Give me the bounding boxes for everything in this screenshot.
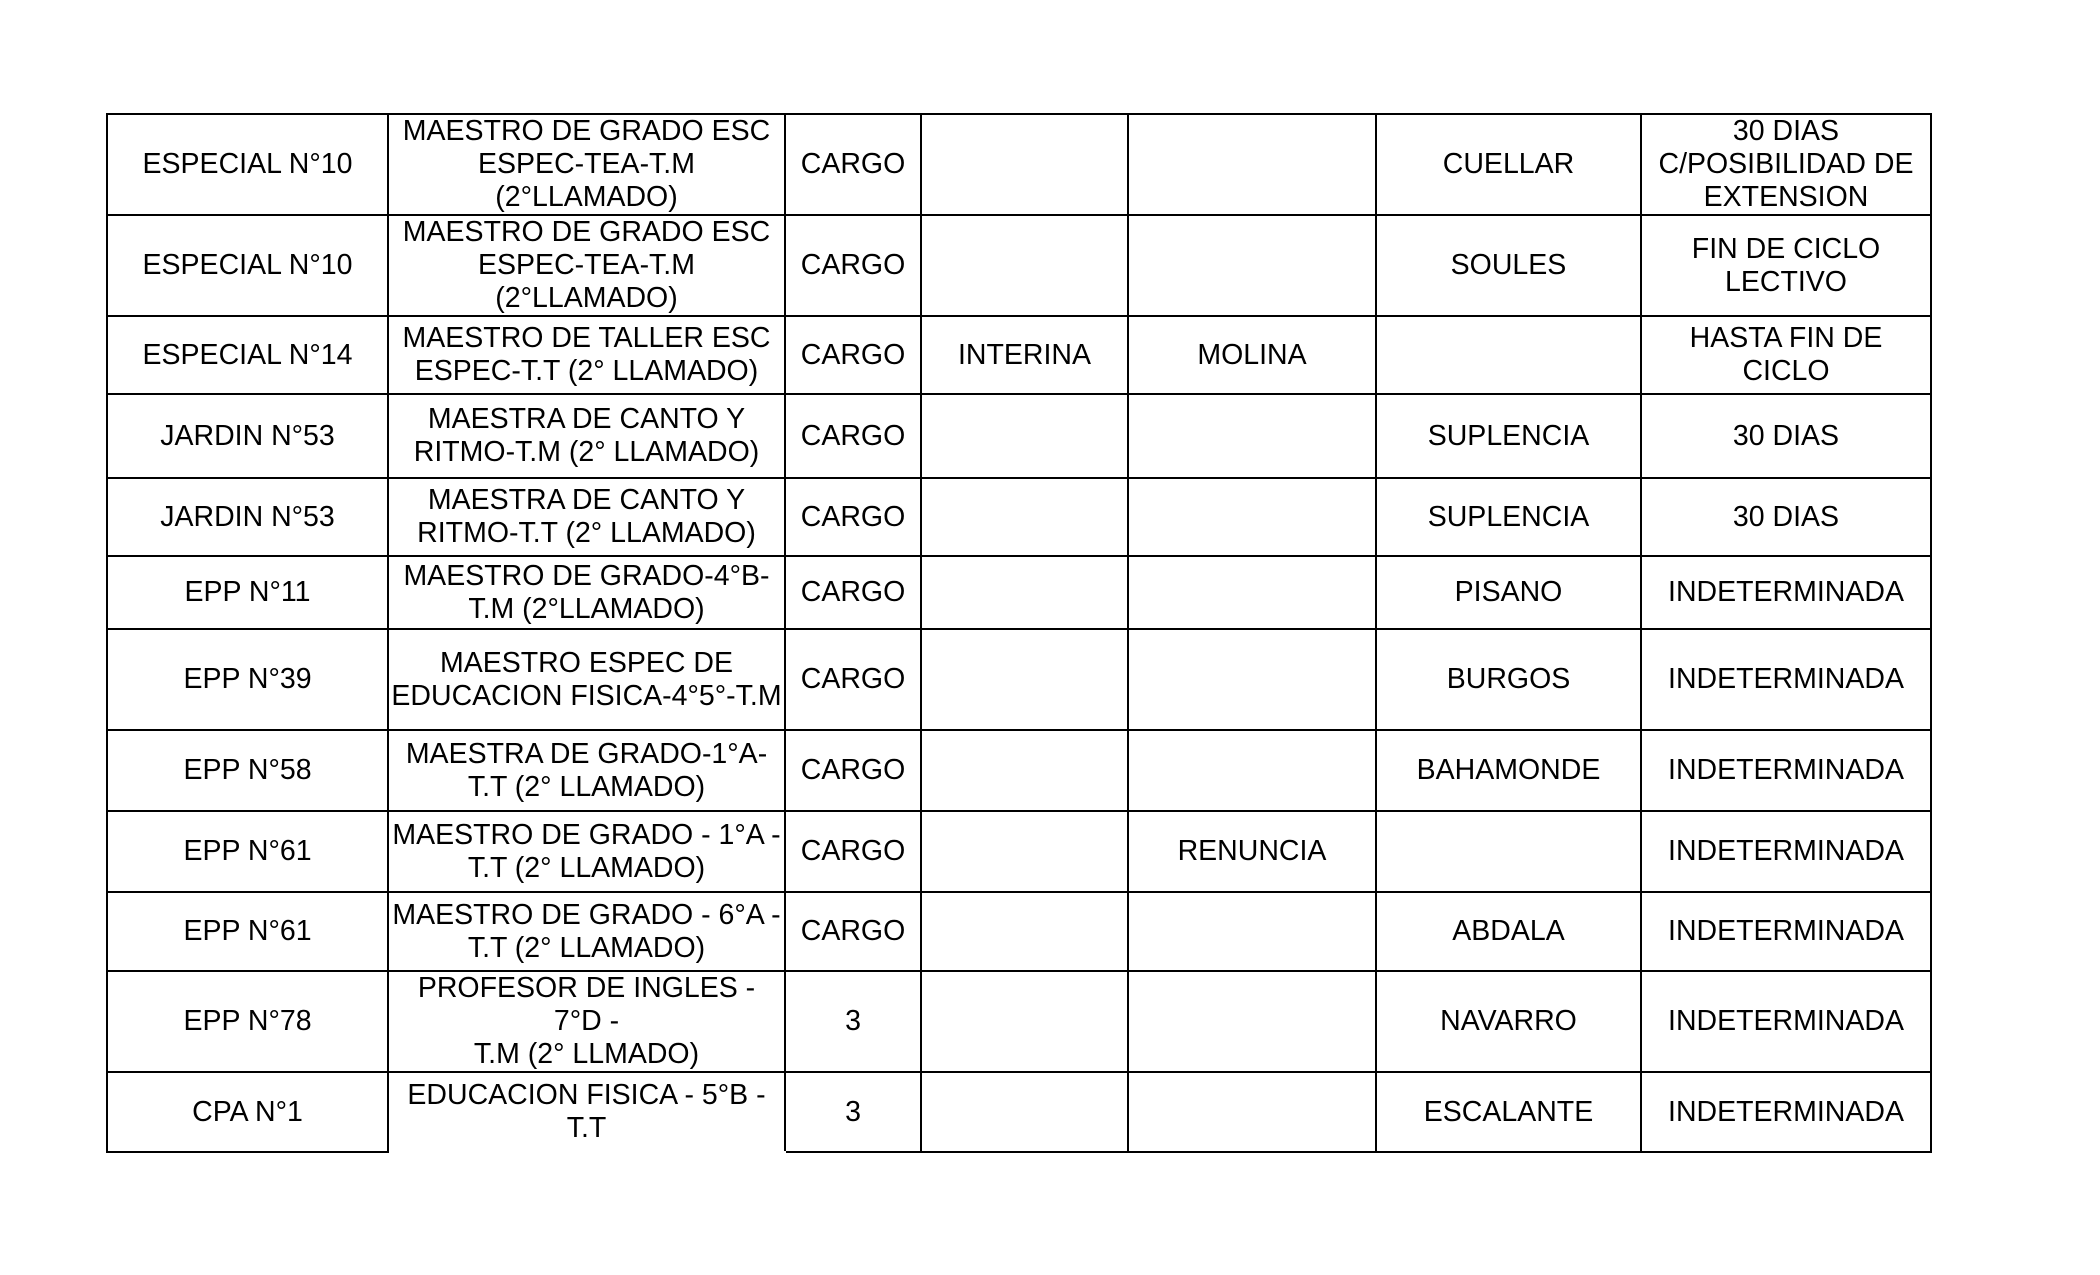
school-cell: [107, 811, 388, 892]
replacement-cell: [1376, 811, 1641, 892]
type-cell: [785, 316, 921, 394]
status-cell: [921, 892, 1128, 971]
holder-cell: [1128, 316, 1376, 394]
table-row: [107, 629, 1931, 730]
cell-text: ESPECIAL N°14: [142, 338, 353, 371]
cell-text: 3: [845, 1095, 861, 1128]
position-cell: [388, 394, 785, 478]
cell-line: INDETERMINADA: [1668, 1005, 1904, 1037]
status-cell: [921, 556, 1128, 629]
cell-line: FIN DE CICLO: [1691, 232, 1881, 265]
cell-text: BURGOS: [1446, 663, 1571, 695]
cell-line: 30 DIAS: [1732, 115, 1840, 147]
holder-cell: [1128, 478, 1376, 556]
position-cell: [388, 478, 785, 556]
cell-text: CARGO: [800, 835, 906, 867]
type-cell: [785, 556, 921, 629]
table-row: [107, 114, 1931, 215]
duration-cell: [1641, 556, 1931, 629]
cell-text: CARGO: [800, 249, 906, 281]
school-cell: [107, 114, 388, 215]
cell-line: MAESTRO DE GRADO ESC: [402, 216, 771, 248]
cell-text: CARGO: [800, 338, 906, 371]
position-cell: [388, 730, 785, 811]
school-cell: [107, 478, 388, 556]
cell-line: ESPEC-T.T (2° LLAMADO): [414, 355, 759, 387]
position-cell: [388, 892, 785, 971]
cell-text: INTERINA: [957, 338, 1091, 371]
cell-line: MAESTRO DE GRADO ESC: [402, 115, 771, 147]
school-cell: [107, 730, 388, 811]
duration-cell: [1641, 811, 1931, 892]
duration-cell: [1641, 892, 1931, 971]
school-cell: [107, 394, 388, 478]
cell-text: ESPECIAL N°10: [142, 249, 353, 281]
position-cell: [388, 114, 785, 215]
cell-line: MAESTRA DE CANTO Y: [427, 403, 746, 435]
cell-text: CPA N°1: [192, 1095, 303, 1128]
position-cell: [388, 629, 785, 730]
cell-text: BAHAMONDE: [1416, 754, 1601, 786]
table-row: [107, 556, 1931, 629]
cell-text: CARGO: [800, 754, 906, 786]
cell-line: INDETERMINADA: [1668, 1095, 1904, 1128]
replacement-cell: [1376, 556, 1641, 629]
status-cell: [921, 215, 1128, 316]
holder-cell: [1128, 394, 1376, 478]
cell-line: (2°LLAMADO): [495, 282, 678, 314]
cell-line: MAESTRO DE GRADO-4°B-: [403, 559, 770, 592]
cell-line: INDETERMINADA: [1668, 835, 1904, 867]
table-row: [107, 971, 1931, 1072]
cell-text: EPP N°78: [183, 1005, 312, 1037]
type-cell: [785, 971, 921, 1072]
position-cell: [388, 811, 785, 892]
position-cell: [388, 215, 785, 316]
status-cell: [921, 811, 1128, 892]
cell-line: ESPEC-TEA-T.M: [478, 249, 695, 281]
cell-line: MAESTRO DE GRADO - 1°A -: [392, 818, 781, 851]
duration-cell: [1641, 1072, 1931, 1152]
replacement-cell: [1376, 215, 1641, 316]
status-cell: [921, 1072, 1128, 1152]
cell-text: CARGO: [800, 915, 906, 947]
cell-text: SUPLENCIA: [1427, 500, 1590, 533]
cell-line: INDETERMINADA: [1668, 915, 1904, 947]
status-cell: [921, 478, 1128, 556]
cell-text: RENUNCIA: [1177, 835, 1327, 867]
position-cell: [388, 1072, 785, 1152]
status-cell: [921, 971, 1128, 1072]
cell-line: MAESTRA DE CANTO Y: [427, 484, 746, 516]
school-cell: [107, 1072, 388, 1152]
replacement-cell: [1376, 892, 1641, 971]
duration-cell: [1641, 629, 1931, 730]
cell-text: ESCALANTE: [1423, 1095, 1594, 1128]
status-cell: [921, 394, 1128, 478]
replacement-cell: [1376, 730, 1641, 811]
cell-line: LECTIVO: [1725, 265, 1847, 298]
status-cell: [921, 316, 1128, 394]
cell-line: C/POSIBILIDAD DE: [1658, 148, 1914, 180]
replacement-cell: [1376, 316, 1641, 394]
school-cell: [107, 556, 388, 629]
cell-text: CARGO: [800, 148, 906, 180]
table-body: [107, 114, 1931, 1152]
cell-line: INDETERMINADA: [1668, 576, 1904, 608]
cell-text: SOULES: [1450, 249, 1567, 281]
holder-cell: [1128, 556, 1376, 629]
holder-cell: [1128, 892, 1376, 971]
position-cell: [388, 556, 785, 629]
cell-text: CARGO: [800, 500, 906, 533]
duration-cell: [1641, 971, 1931, 1072]
cell-text: NAVARRO: [1440, 1005, 1577, 1037]
school-cell: [107, 629, 388, 730]
cell-text: 3: [845, 1005, 861, 1037]
holder-cell: [1128, 971, 1376, 1072]
replacement-cell: [1376, 114, 1641, 215]
school-cell: [107, 316, 388, 394]
cell-line: MAESTRO DE GRADO - 6°A -: [392, 898, 781, 931]
replacement-cell: [1376, 629, 1641, 730]
table-row: [107, 478, 1931, 556]
vacancy-table: [106, 113, 1932, 1153]
cell-line: T.T (2° LLAMADO): [467, 851, 706, 884]
holder-cell: [1128, 114, 1376, 215]
type-cell: [785, 1072, 921, 1152]
cell-text: CARGO: [800, 419, 906, 452]
cell-line: T.T (2° LLAMADO): [467, 770, 706, 803]
cell-text: PISANO: [1454, 576, 1563, 608]
replacement-cell: [1376, 478, 1641, 556]
cell-line: 30 DIAS: [1732, 500, 1840, 533]
cell-text: CARGO: [800, 663, 906, 695]
cell-text: MOLINA: [1197, 338, 1307, 371]
duration-cell: [1641, 316, 1931, 394]
cell-text: CARGO: [800, 576, 906, 608]
duration-cell: [1641, 730, 1931, 811]
type-cell: [785, 730, 921, 811]
cell-line: MAESTRO DE TALLER ESC: [402, 322, 771, 354]
type-cell: [785, 478, 921, 556]
table-row: [107, 811, 1931, 892]
status-cell: [921, 730, 1128, 811]
cell-line: HASTA FIN DE CICLO: [1689, 322, 1883, 387]
holder-cell: [1128, 811, 1376, 892]
cell-line: T.M (2°LLAMADO): [468, 592, 705, 625]
replacement-cell: [1376, 394, 1641, 478]
cell-line: RITMO-T.T (2° LLAMADO): [417, 517, 756, 549]
holder-cell: [1128, 629, 1376, 730]
table-row: [107, 394, 1931, 478]
duration-cell: [1641, 394, 1931, 478]
cell-line: 30 DIAS: [1732, 419, 1840, 452]
cell-text: EPP N°61: [183, 835, 312, 867]
cell-line: EDUCACION FISICA - 5°B -: [407, 1079, 766, 1111]
cell-text: EPP N°58: [183, 754, 312, 786]
type-cell: [785, 629, 921, 730]
position-cell: [388, 316, 785, 394]
cell-line: MAESTRO ESPEC DE: [440, 646, 733, 679]
holder-cell: [1128, 1072, 1376, 1152]
cell-text: EPP N°61: [183, 915, 312, 947]
status-cell: [921, 629, 1128, 730]
holder-cell: [1128, 215, 1376, 316]
cell-line: T.T: [566, 1112, 607, 1144]
cell-line: T.T (2° LLAMADO): [467, 931, 706, 964]
replacement-cell: [1376, 1072, 1641, 1152]
holder-cell: [1128, 730, 1376, 811]
duration-cell: [1641, 114, 1931, 215]
cell-line: T.M (2° LLMADO): [473, 1038, 700, 1070]
cell-line: INDETERMINADA: [1668, 663, 1904, 695]
cell-text: SUPLENCIA: [1427, 419, 1590, 452]
cell-line: RITMO-T.M (2° LLAMADO): [413, 436, 760, 468]
type-cell: [785, 215, 921, 316]
cell-text: CUELLAR: [1442, 148, 1575, 180]
type-cell: [785, 892, 921, 971]
duration-cell: [1641, 215, 1931, 316]
replacement-cell: [1376, 971, 1641, 1072]
type-cell: [785, 114, 921, 215]
table-row: [107, 892, 1931, 971]
cell-text: JARDIN N°53: [160, 419, 335, 452]
table-row: [107, 1072, 1931, 1152]
cell-text: ESPECIAL N°10: [142, 148, 353, 180]
cell-line: MAESTRA DE GRADO-1°A-: [405, 737, 768, 770]
cell-line: (2°LLAMADO): [495, 181, 678, 213]
cell-text: EPP N°39: [183, 663, 312, 695]
cell-line: EXTENSION: [1703, 181, 1869, 213]
cell-line: ESPEC-TEA-T.M: [478, 148, 695, 180]
school-cell: [107, 892, 388, 971]
type-cell: [785, 394, 921, 478]
duration-cell: [1641, 478, 1931, 556]
cell-text: ABDALA: [1452, 915, 1565, 947]
school-cell: [107, 971, 388, 1072]
cell-text: EPP N°11: [184, 576, 311, 608]
school-cell: [107, 215, 388, 316]
type-cell: [785, 811, 921, 892]
cell-text: JARDIN N°53: [160, 500, 335, 533]
position-cell: [388, 971, 785, 1072]
cell-line: INDETERMINADA: [1668, 754, 1904, 786]
status-cell: [921, 114, 1128, 215]
table-row: [107, 215, 1931, 316]
table-row: [107, 316, 1931, 394]
cell-line: PROFESOR DE INGLES - 7°D -: [417, 972, 756, 1037]
table-row: [107, 730, 1931, 811]
cell-line: EDUCACION FISICA-4°5°-T.M: [391, 679, 782, 712]
